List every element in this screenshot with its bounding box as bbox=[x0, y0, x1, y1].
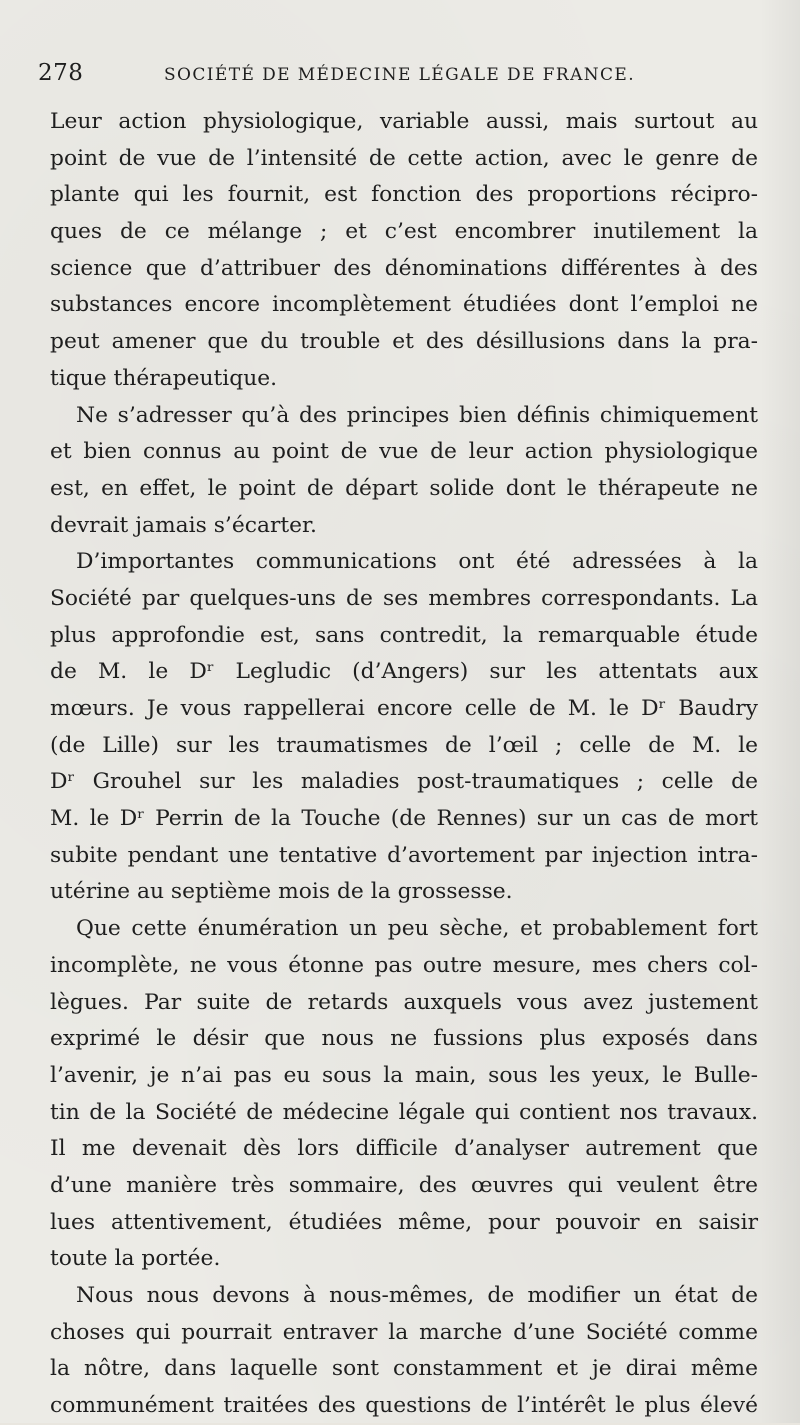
text-line: utérine au septième mois de la grossesse. bbox=[50, 879, 513, 905]
text-line: peut amener que du trouble et des désillusions dans la pra- bbox=[50, 329, 758, 355]
text-line: Que cette énumération un peu sèche, et probablement fort bbox=[76, 916, 758, 942]
text-line: l’avenir, je n’ai pas eu sous la main, sous les yeux, le Bulle- bbox=[50, 1062, 758, 1088]
page-header bbox=[38, 60, 738, 96]
body-text bbox=[50, 104, 758, 1425]
text-line: substances encore incomplètement étudiées dont l’emploi ne bbox=[50, 292, 758, 318]
text-line: choses qui pourrait entraver la marche d’une Société comme bbox=[50, 1319, 758, 1345]
text-line: lues attentivement, étudiées même, pour pouvoir en saisir bbox=[50, 1209, 758, 1235]
text-line: tin de la Société de médecine légale qui contient nos travaux. bbox=[50, 1099, 758, 1125]
text-line: exprimé le désir que nous ne fussions plus exposés dans bbox=[50, 1026, 758, 1052]
text-line: devrait jamais s’écarter. bbox=[50, 512, 317, 538]
text-line: Dʳ Grouhel sur les maladies post-traumatiques ; celle de bbox=[50, 769, 758, 795]
text-line: point de vue de l’intensité de cette action, avec le genre de bbox=[50, 145, 758, 171]
text-line: Ne s’adresser qu’à des principes bien définis chimiquement bbox=[76, 402, 758, 428]
text-line: la nôtre, dans laquelle sont constamment et je dirai même bbox=[50, 1356, 758, 1382]
text-line: lègues. Par suite de retards auxquels vous avez justement bbox=[50, 989, 758, 1015]
running-head: SOCIÉTÉ DE MÉDECINE LÉGALE DE FRANCE. bbox=[164, 65, 636, 85]
text-line: tique thérapeutique. bbox=[50, 365, 278, 391]
text-line: subite pendant une tentative d’avortement par injection intra- bbox=[50, 842, 758, 868]
text-line: est, en effet, le point de départ solide dont le thérapeute ne bbox=[50, 475, 758, 501]
text-line: d’une manière très sommaire, des œuvres qui veulent être bbox=[50, 1172, 758, 1198]
text-line: de M. le Dʳ Legludic (d’Angers) sur les attentats aux bbox=[50, 659, 758, 685]
text-line: Leur action physiologique, variable aussi, mais surtout au bbox=[50, 109, 758, 134]
text-line: (de Lille) sur les traumatismes de l’œil ; celle de M. le bbox=[50, 732, 758, 758]
text-line: D’importantes communications ont été adressées à la bbox=[76, 549, 758, 575]
text-line: incomplète, ne vous étonne pas outre mesure, mes chers col- bbox=[50, 952, 758, 978]
text-line: Il me devenait dès lors difficile d’analyser autrement que bbox=[50, 1136, 758, 1162]
text-line: mœurs. Je vous rappellerai encore celle de M. le Dʳ Baudry bbox=[50, 696, 758, 721]
text-line: science que d’attribuer des dénominations différentes à des bbox=[50, 255, 758, 281]
text-line: plante qui les fournit, est fonction des proportions récipro- bbox=[50, 182, 758, 208]
text-line: toute la portée. bbox=[50, 1246, 221, 1272]
text-line: M. le Dʳ Perrin de la Touche (de Rennes) sur un cas de mort bbox=[50, 806, 758, 832]
text-line: Société par quelques-uns de ses membres correspondants. La bbox=[50, 585, 758, 611]
text-line: plus approfondie est, sans contredit, la remarquable étude bbox=[50, 622, 758, 648]
page-number: 278 bbox=[38, 60, 84, 86]
text-line: Nous nous devons à nous-mêmes, de modifier un état de bbox=[76, 1283, 758, 1308]
text-line: ques de ce mélange ; et c’est encombrer inutilement la bbox=[50, 219, 758, 245]
text-line: communément traitées des questions de l’intérêt le plus élevé bbox=[50, 1393, 758, 1419]
text-line: et bien connus au point de vue de leur action physiologique bbox=[50, 439, 758, 465]
